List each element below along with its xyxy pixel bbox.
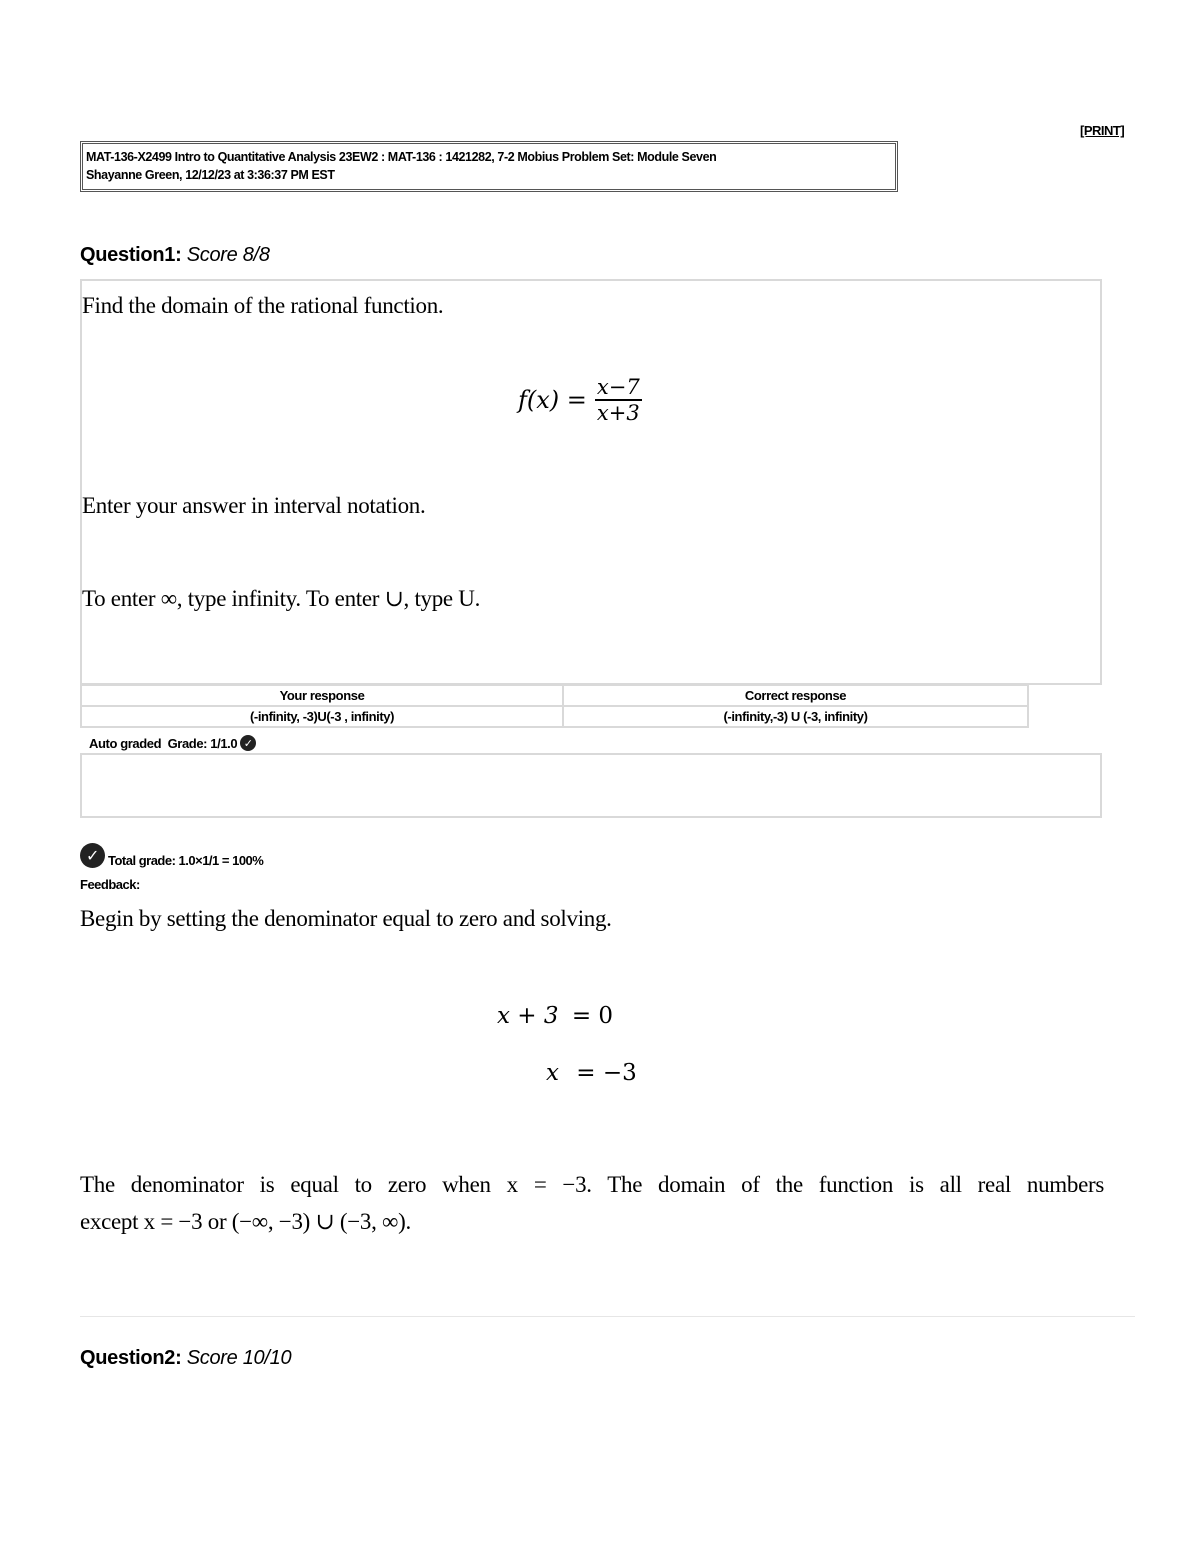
grade-line — [89, 735, 256, 751]
function-lhs: f(x) = — [518, 386, 587, 414]
question1-score: Score 8/8 — [186, 244, 270, 266]
question1-label: Question1: — [80, 244, 182, 266]
equation-1-lhs: x + 3 — [497, 1003, 559, 1029]
question1-instruction: Enter your answer in interval notation. — [82, 493, 426, 518]
response-table — [80, 684, 1029, 728]
function-numerator: x−7 — [596, 375, 640, 399]
question2-score: Score 10/10 — [186, 1347, 292, 1369]
feedback-conclusion-line2: except x = −3 or (−∞, −3) ∪ (−3, ∞). — [80, 1209, 411, 1234]
table-header-row — [81, 685, 1028, 706]
question-divider — [80, 1316, 1135, 1317]
student-info: Shayanne Green, 12/12/23 at 3:36:37 PM EST — [86, 168, 335, 182]
course-title: MAT-136-X2499 Intro to Quantitative Analysis 23EW2 : MAT-136 : 1421282, 7-2 Mobius Problem Set: Module Seven — [86, 150, 717, 164]
function-denominator: x+3 — [596, 401, 640, 425]
question2-title — [80, 1347, 291, 1370]
correct-response-value: (-infinity,-3) U (-3, infinity) — [563, 706, 1028, 727]
check-circle-icon: ✓ — [80, 843, 105, 868]
question2-label: Question2: — [80, 1347, 182, 1369]
question1-title — [80, 244, 270, 267]
feedback-conclusion-line1: The denominator is equal to zero when x = −3. The domain of the function is all real numbers — [80, 1172, 1104, 1197]
check-icon: ✓ — [240, 735, 256, 751]
feedback-label: Feedback: — [80, 877, 140, 892]
question1-hint: To enter ∞, type infinity. To enter ∪, type U. — [82, 586, 481, 611]
table-row — [81, 706, 1028, 727]
feedback-intro: Begin by setting the denominator equal to zero and solving. — [80, 906, 612, 931]
your-response-value: (-infinity, -3)U(-3 , infinity) — [81, 706, 563, 727]
equation-2-rhs: = −3 — [576, 1060, 637, 1086]
function-fraction — [595, 375, 642, 425]
equation-1 — [497, 1003, 613, 1029]
question1-prompt: Find the domain of the rational function. — [82, 293, 444, 318]
total-grade-text: Total grade: 1.0×1/1 = 100% — [108, 853, 264, 868]
equation-1-rhs: = 0 — [571, 1003, 614, 1029]
total-grade — [80, 843, 263, 868]
print-link[interactable]: [PRINT] — [1080, 123, 1125, 138]
assignment-header — [80, 141, 898, 192]
equation-2 — [546, 1060, 637, 1086]
question1-box — [80, 279, 1102, 685]
correct-response-header: Correct response — [563, 685, 1028, 706]
grade-text: Auto graded Grade: 1/1.0 — [89, 735, 238, 751]
your-response-header: Your response — [81, 685, 563, 706]
answer-detail-box — [80, 753, 1102, 818]
rational-function — [518, 375, 642, 425]
equation-2-lhs: x — [546, 1060, 559, 1086]
